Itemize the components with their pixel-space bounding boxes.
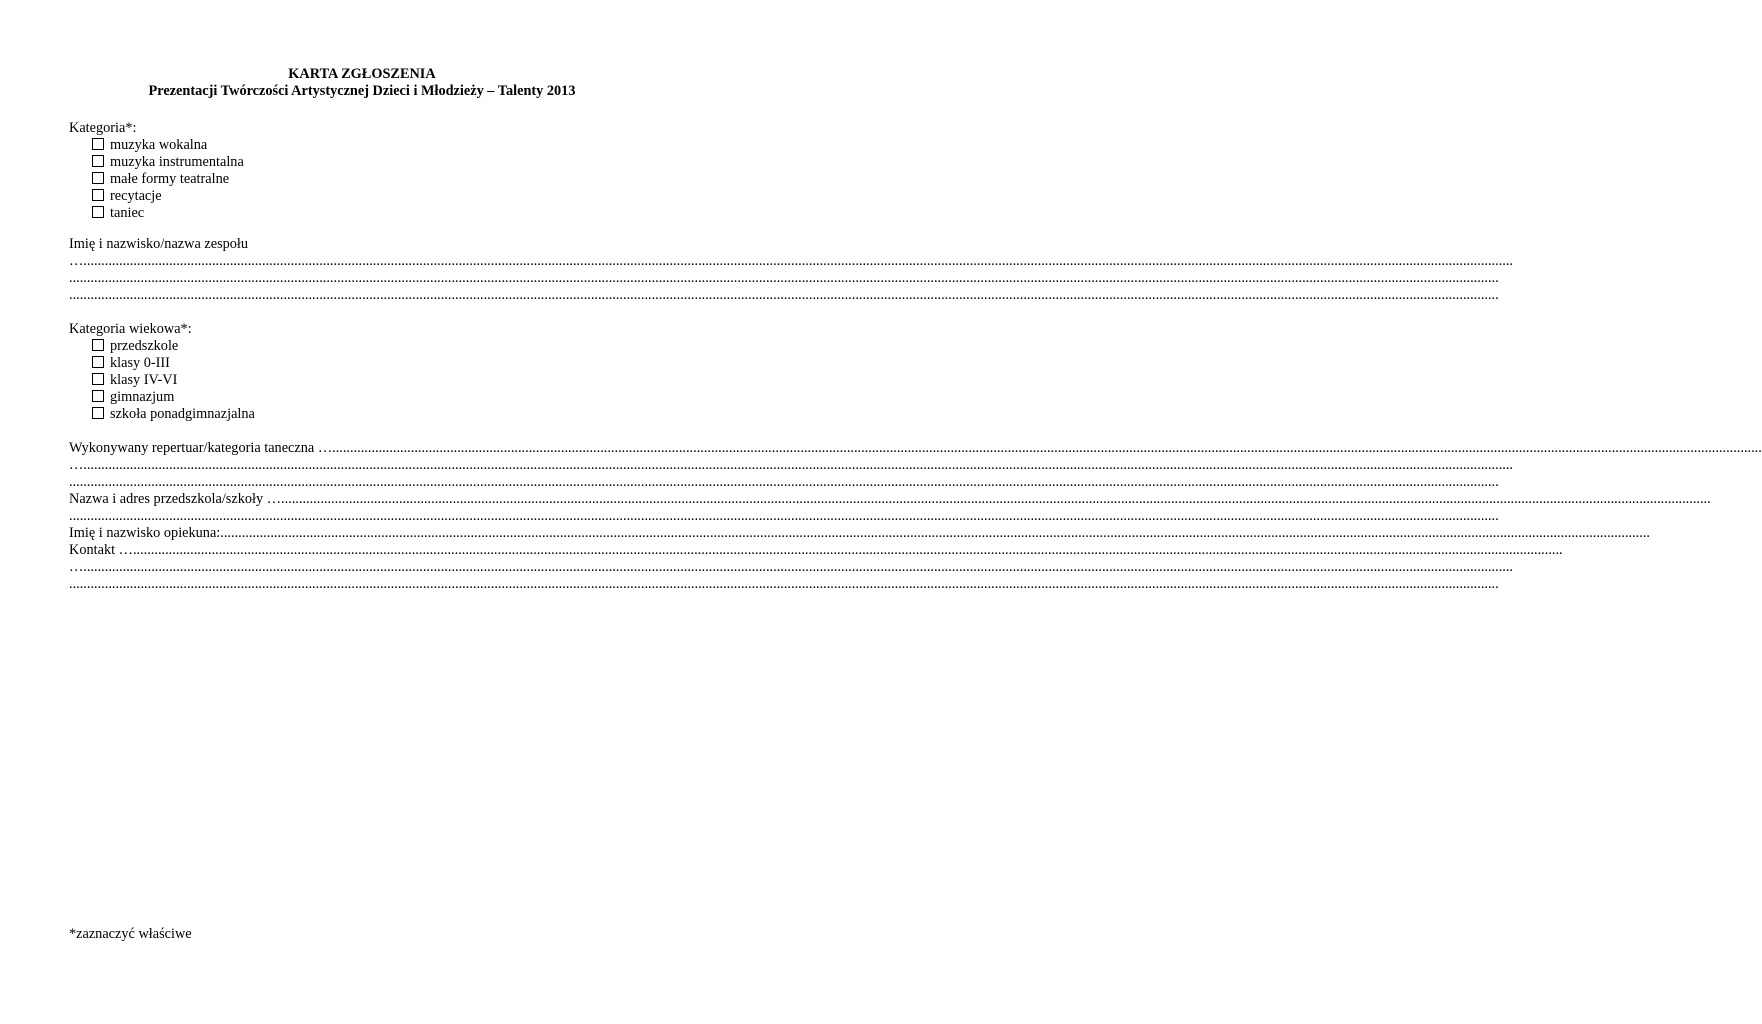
school-input-line-2[interactable]: ................................................................................................................................................................................................................................................................................................................................................................................................................	[69, 508, 1499, 524]
option-label: gimnazjum	[110, 389, 175, 405]
age-option-grades-0-3[interactable]	[92, 355, 170, 372]
age-option-middle-school[interactable]	[92, 389, 174, 406]
repertoire-input-line-2[interactable]: …................................................................................................................................................................................................................................................................................................................................................................................................................	[69, 457, 1513, 473]
repertoire-label: Wykonywany repertuar/kategoria taneczna …	[69, 440, 333, 456]
school-field[interactable]	[69, 491, 1711, 508]
form-title: KARTA ZGŁOSZENIA	[288, 66, 436, 82]
form-subtitle: Prezentacji Twórczości Artystycznej Dzieci i Młodzieży – Talenty 2013	[148, 83, 576, 99]
school-input-dots[interactable]: ................................................................................................................................................................................................................................................................................................................................................................................................................	[281, 491, 1711, 507]
option-label: muzyka instrumentalna	[110, 154, 244, 170]
option-label: klasy IV-VI	[110, 372, 178, 388]
checkbox[interactable]	[92, 138, 104, 150]
checkbox[interactable]	[92, 407, 104, 419]
category-option-recitation[interactable]	[92, 188, 162, 205]
checkbox[interactable]	[92, 373, 104, 385]
school-label: Nazwa i adres przedszkola/szkoły …	[69, 491, 281, 507]
option-label: taniec	[110, 205, 145, 221]
checkbox[interactable]	[92, 206, 104, 218]
checkbox[interactable]	[92, 155, 104, 167]
option-label: szkoła ponadgimnazjalna	[110, 406, 255, 422]
option-label: małe formy teatralne	[110, 171, 230, 187]
name-input-line-3[interactable]: ................................................................................................................................................................................................................................................................................................................................................................................................................	[69, 287, 1499, 303]
age-option-high-school[interactable]	[92, 406, 255, 423]
name-field-label: Imię i nazwisko/nazwa zespołu	[69, 236, 249, 252]
checkbox[interactable]	[92, 390, 104, 402]
option-label: przedszkole	[110, 338, 179, 354]
age-option-grades-4-6[interactable]	[92, 372, 177, 389]
checkbox[interactable]	[92, 189, 104, 201]
checkbox[interactable]	[92, 356, 104, 368]
option-label: klasy 0-III	[110, 355, 170, 371]
repertoire-input-dots[interactable]: ................................................................................................................................................................................................................................................................................................................................................................................................................	[332, 440, 1762, 456]
category-option-theatre[interactable]	[92, 171, 229, 188]
contact-label: Kontakt …	[69, 542, 133, 558]
option-label: muzyka wokalna	[110, 137, 208, 153]
form-header	[0, 66, 724, 100]
age-category-label: Kategoria wiekowa*:	[69, 321, 192, 337]
guardian-field[interactable]	[69, 525, 1650, 542]
contact-input-line-3[interactable]: ................................................................................................................................................................................................................................................................................................................................................................................................................	[69, 576, 1499, 592]
repertoire-input-line-3[interactable]: ................................................................................................................................................................................................................................................................................................................................................................................................................	[69, 474, 1499, 490]
category-option-dance[interactable]	[92, 205, 144, 222]
category-option-vocal[interactable]	[92, 137, 207, 154]
footnote: *zaznaczyć właściwe	[69, 926, 192, 942]
category-label: Kategoria*:	[69, 120, 137, 136]
repertoire-field[interactable]	[69, 440, 1762, 457]
checkbox[interactable]	[92, 172, 104, 184]
contact-field[interactable]	[69, 542, 1563, 559]
name-input-line-1[interactable]: …................................................................................................................................................................................................................................................................................................................................................................................................................	[69, 253, 1513, 269]
contact-input-line-2[interactable]: …................................................................................................................................................................................................................................................................................................................................................................................................................	[69, 559, 1513, 575]
name-input-line-2[interactable]: ................................................................................................................................................................................................................................................................................................................................................................................................................	[69, 270, 1499, 286]
contact-input-dots[interactable]: ................................................................................................................................................................................................................................................................................................................................................................................................................	[132, 542, 1563, 558]
category-option-instrumental[interactable]	[92, 154, 244, 171]
checkbox[interactable]	[92, 339, 104, 351]
guardian-label: Imię i nazwisko opiekuna:	[69, 525, 221, 541]
guardian-input-dots[interactable]: ................................................................................................................................................................................................................................................................................................................................................................................................................	[220, 525, 1650, 541]
option-label: recytacje	[110, 188, 162, 204]
age-option-preschool[interactable]	[92, 338, 178, 355]
